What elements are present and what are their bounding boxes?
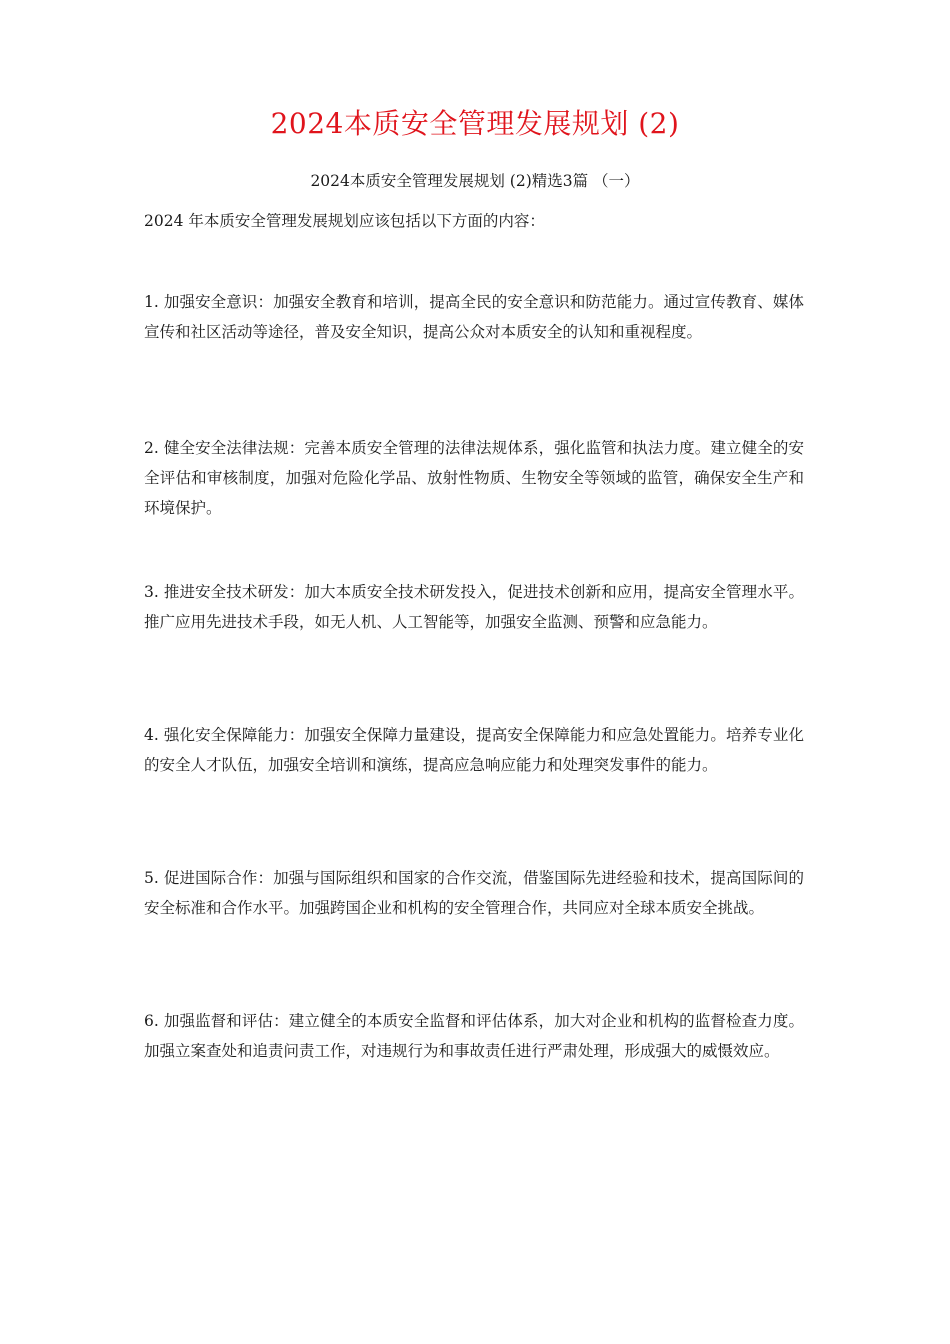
section-paragraph-3: 3. 推进安全技术研发：加大本质安全技术研发投入，促进技术创新和应用，提高安全管理水平。推广应用先进技术手段，如无人机、人工智能等，加强安全监测、预警和应急能力。 bbox=[144, 583, 804, 631]
section-paragraph-1: 1. 加强安全意识：加强安全教育和培训，提高全民的安全意识和防范能力。通过宣传教育、媒体宣传和社区活动等途径，普及安全知识，提高公众对本质安全的认知和重视程度。 bbox=[144, 293, 804, 341]
section-paragraph-6: 6. 加强监督和评估：建立健全的本质安全监督和评估体系，加大对企业和机构的监督检查力度。加强立案查处和追责问责工作，对违规行为和事故责任进行严肃处理，形成强大的威慑效应。 bbox=[144, 1012, 804, 1060]
section-paragraph-2: 2. 健全安全法律法规：完善本质安全管理的法律法规体系，强化监管和执法力度。建立健全的安全评估和审核制度，加强对危险化学品、放射性物质、生物安全等领域的监管，确保安全生产和环境保护。 bbox=[144, 439, 804, 517]
intro-paragraph: 2024 年本质安全管理发展规划应该包括以下方面的内容： bbox=[144, 212, 545, 230]
section-paragraph-5: 5. 促进国际合作：加强与国际组织和国家的合作交流，借鉴国际先进经验和技术，提高国际间的安全标准和合作水平。加强跨国企业和机构的安全管理合作，共同应对全球本质安全挑战。 bbox=[144, 869, 804, 917]
document-title: 2024本质安全管理发展规划 (2) bbox=[270, 107, 680, 140]
section-paragraph-4: 4. 强化安全保障能力：加强安全保障力量建设，提高安全保障能力和应急处置能力。培养专业化的安全人才队伍，加强安全培训和演练，提高应急响应能力和处理突发事件的能力。 bbox=[144, 726, 804, 774]
document-subtitle: 2024本质安全管理发展规划 (2)精选3篇 （一） bbox=[310, 172, 640, 190]
